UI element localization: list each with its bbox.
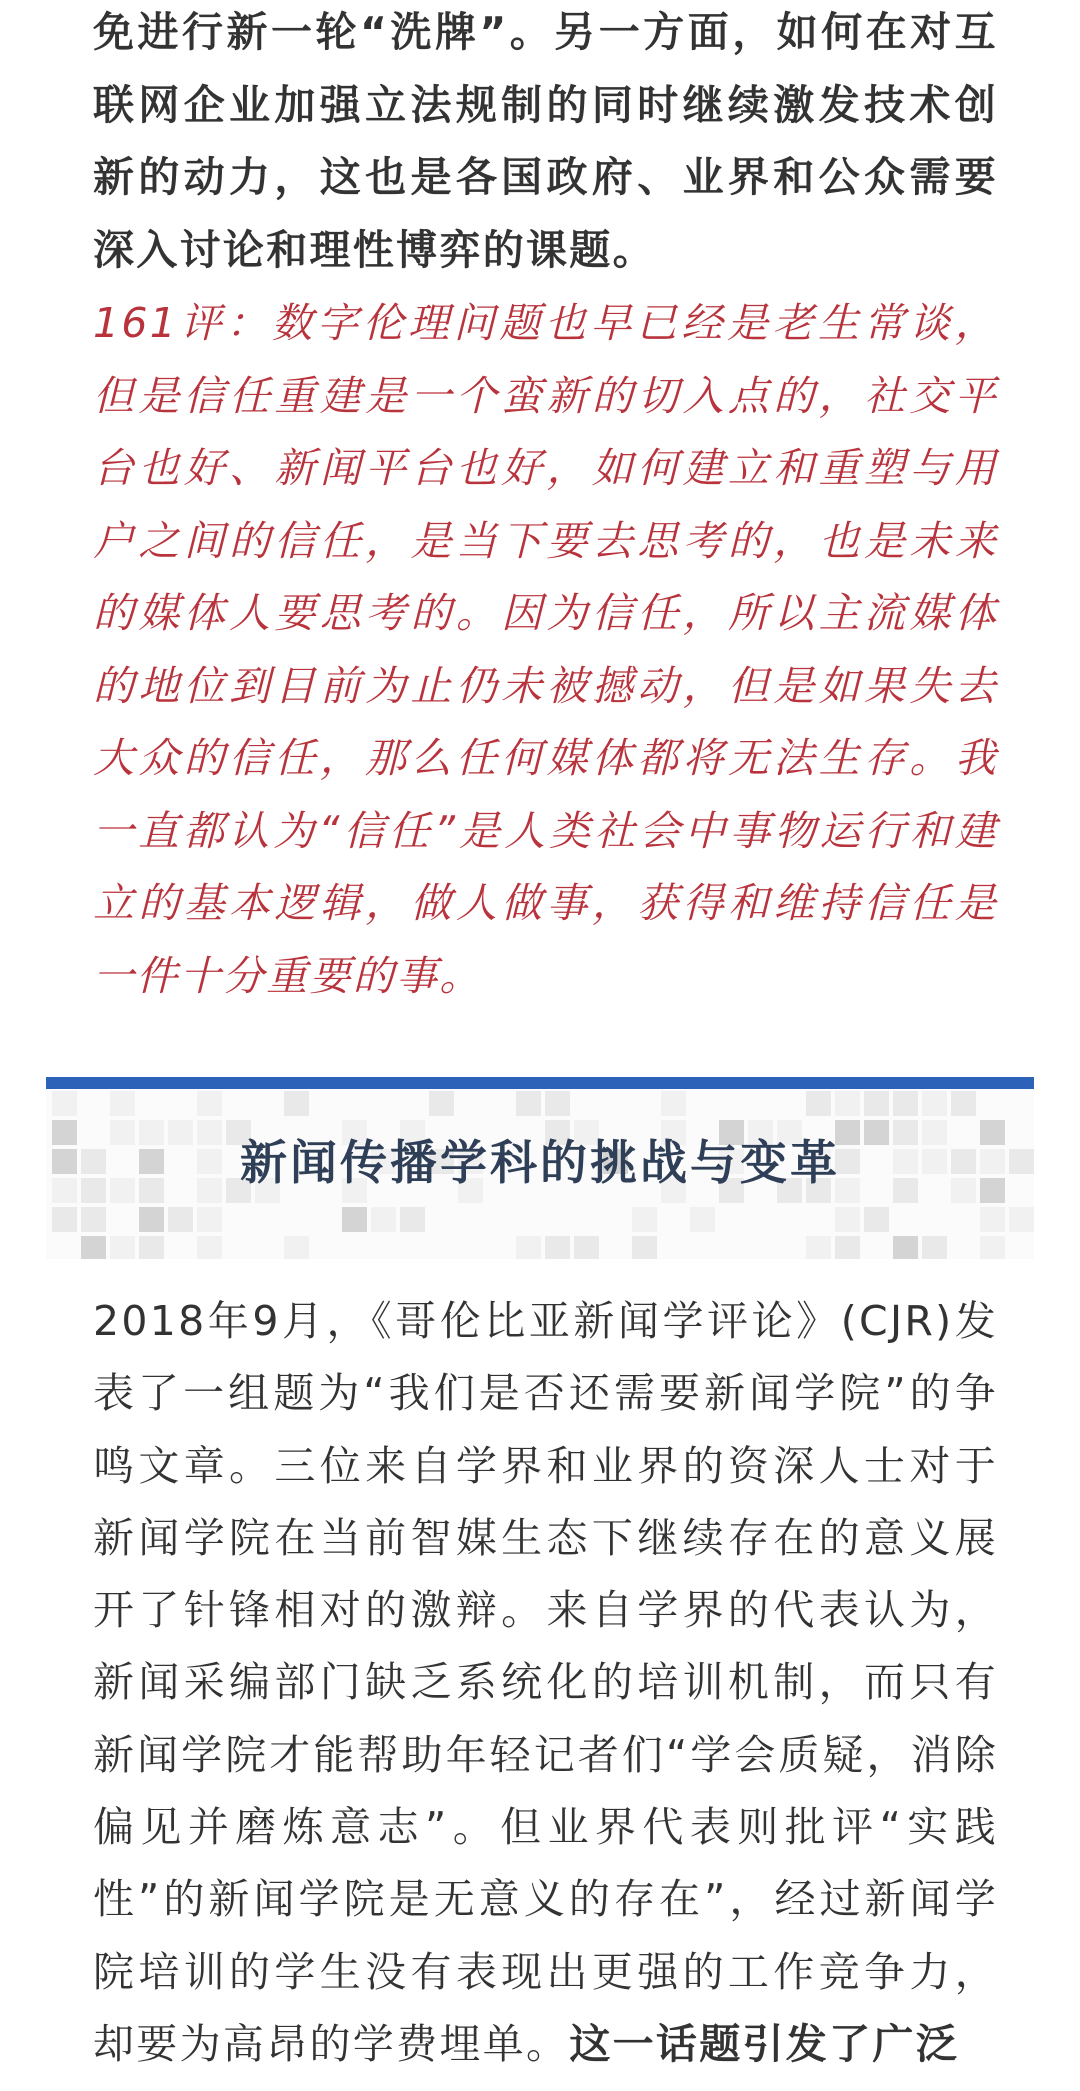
pattern-pixel — [81, 1207, 106, 1232]
pattern-pixel — [197, 1236, 222, 1259]
pattern-pixel — [52, 1207, 77, 1232]
pattern-pixel — [400, 1207, 425, 1232]
pattern-pixel — [835, 1236, 860, 1259]
pattern-pixel — [516, 1236, 541, 1259]
pattern-pixel — [574, 1236, 599, 1259]
article-paragraph-body-emphasis: 这一话题引发了广泛 — [569, 2019, 960, 2068]
pattern-pixel — [632, 1207, 657, 1232]
pattern-pixel — [371, 1207, 396, 1232]
pattern-pixel — [893, 1091, 918, 1116]
pattern-pixel — [951, 1091, 976, 1116]
pattern-pixel — [197, 1207, 222, 1232]
pattern-pixel — [284, 1091, 309, 1116]
pattern-pixel — [922, 1236, 947, 1259]
pattern-pixel — [690, 1207, 715, 1232]
article-paragraph-top: 免进行新一轮“洗牌”。另一方面，如何在对互联网企业加强立法规制的同时继续激发技术创新的动力，这也是各国政府、业界和公众需要深入讨论和理性博弈的课题。 — [93, 8, 998, 274]
pattern-pixel — [864, 1207, 889, 1232]
pattern-pixel — [980, 1236, 1005, 1259]
pattern-pixel — [110, 1091, 135, 1116]
pattern-pixel — [110, 1236, 135, 1259]
pattern-pixel — [806, 1091, 831, 1116]
pattern-pixel — [980, 1207, 1005, 1232]
pattern-pixel — [284, 1236, 309, 1259]
pattern-pixel — [52, 1091, 77, 1116]
pattern-pixel — [429, 1091, 454, 1116]
pattern-pixel — [1009, 1207, 1034, 1232]
pattern-pixel — [168, 1207, 193, 1232]
pattern-pixel — [545, 1091, 570, 1116]
pattern-pixel — [516, 1091, 541, 1116]
pattern-pixel — [661, 1091, 686, 1116]
article-paragraph-body-text: 2018年9月，《哥伦比亚新闻学评论》(CJR)发表了一组题为“我们是否还需要新闻学院”的争鸣文章。三位来自学界和业界的资深人士对于新闻学院在当前智媒生态下继续存在的意义展开了针锋相对的激辩。来自学界的代表认为，新闻采编部门缺乏系统化的培训机制，而只有新闻学院才能帮助年轻记者们“学会质疑，消除偏见并磨炼意志”。但业界代表则批评“实践性”的新闻学院是无意义的存在”，经过新闻学院培训的学生没有表现出更强的工作竞争力，却要为高昂的学费埋单。 — [93, 1297, 998, 2068]
pattern-pixel — [835, 1207, 860, 1232]
pattern-pixel — [139, 1207, 164, 1232]
pattern-pixel — [139, 1236, 164, 1259]
article-paragraph-body — [93, 1285, 998, 2080]
pattern-pixel — [632, 1236, 657, 1259]
pattern-pixel — [922, 1091, 947, 1116]
pattern-pixel — [545, 1236, 570, 1259]
pattern-pixel — [835, 1091, 860, 1116]
section-heading-title: 新闻传播学科的挑战与变革 — [240, 1136, 840, 1191]
section-heading-bar — [46, 1077, 1034, 1089]
pattern-pixel — [342, 1207, 367, 1232]
pattern-pixel — [197, 1091, 222, 1116]
pattern-pixel — [864, 1091, 889, 1116]
editor-comment: 161评：数字伦理问题也早已经是老生常谈，但是信任重建是一个蛮新的切入点的，社交平台也好、新闻平台也好，如何建立和重塑与用户之间的信任，是当下要去思考的，也是未来的媒体人要思考的。因为信任，所以主流媒体的地位到目前为止仍未被撼动，但是如果失去大众的信任，那么任何媒体都将无法生存。我一直都认为“信任”是人类社会中事物运行和建立的基本逻辑，做人做事，获得和维持信任是一件十分重要的事。 — [93, 299, 998, 1000]
pattern-pixel — [893, 1236, 918, 1259]
pattern-pixel — [81, 1236, 106, 1259]
pattern-pixel — [806, 1236, 831, 1259]
section-heading-block — [46, 1077, 1034, 1259]
